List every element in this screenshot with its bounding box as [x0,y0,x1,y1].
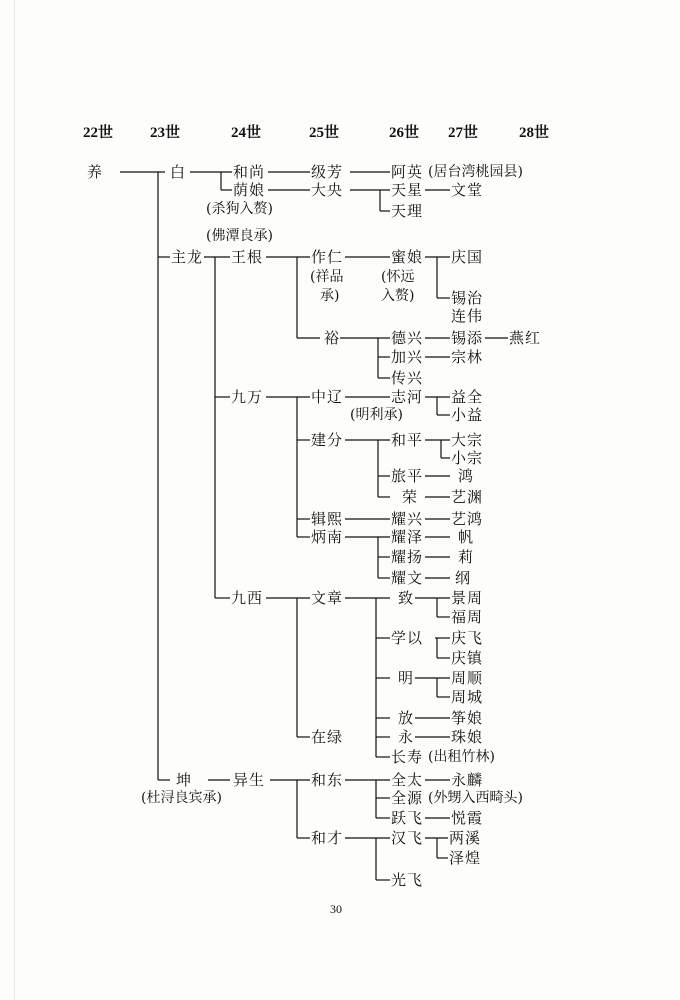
person-qingzhen: 庆镇 [451,649,484,667]
person-zehuang: 泽煌 [449,849,482,867]
person-fang: 放 [398,709,415,727]
gen-25: 25世 [309,125,340,141]
person-li: 莉 [458,548,475,566]
person-zhengniang: 筝娘 [451,709,484,727]
person-hanfei: 汉飞 [391,829,424,847]
person-bai: 白 [170,163,187,181]
person-xueyi: 学以 [391,629,424,647]
person-hedong: 和东 [311,771,344,789]
person-yinniang: 荫娘 [233,181,266,199]
kun-note: (杜浔良宾承) [141,790,222,806]
person-yiyuan: 艺渊 [451,488,484,506]
gen-28: 28世 [519,125,550,141]
yinniang-note: (杀狗入赘) [206,201,273,217]
person-rong: 荣 [402,488,419,506]
quanyuan-note: (外甥入西畸头) [428,790,523,806]
person-jiuwan: 九万 [231,388,264,406]
zhulong-note: (佛潭良承) [206,228,273,244]
person-yong: 永 [398,728,415,746]
person-zuoren: 作仁 [311,248,344,266]
person-qingguo: 庆国 [451,248,484,266]
person-yaoze: 耀泽 [391,528,424,546]
person-fan: 帆 [458,528,475,546]
gen-23: 23世 [150,125,181,141]
person-xitian: 锡添 [451,329,484,347]
person-changshou: 长寿 [391,748,424,766]
person-xiaozong: 小宗 [451,449,484,467]
person-yonglin: 永麟 [451,771,484,789]
person-kun: 坤 [176,771,193,789]
person-dayang: 大央 [311,181,344,199]
person-yisheng: 异生 [233,771,266,789]
miniang-note-1: (怀远 [381,269,415,285]
person-heshang: 和尚 [233,163,266,181]
person-zhoushun: 周顺 [451,669,484,687]
zhihe-note: (明利承) [350,407,403,423]
person-fuzhou: 福周 [451,608,484,626]
person-ming: 明 [398,669,415,687]
person-chuanxing: 传兴 [391,369,424,387]
person-yuexia: 悦霞 [451,809,484,827]
person-yanhong: 燕红 [509,329,542,347]
person-jixi: 辑熙 [311,510,344,528]
person-jingzhou: 景周 [451,589,484,607]
person-yihong: 艺鸿 [451,510,484,528]
person-miniang: 蜜娘 [391,248,424,266]
person-yu: 裕 [324,329,341,347]
person-wanggen: 王根 [231,248,264,266]
zuoren-note-2: 承) [320,288,340,304]
person-wang: 纲 [455,569,472,587]
gen-24: 24世 [231,125,262,141]
person-tianxing: 天星 [391,181,424,199]
person-yaoyang: 耀扬 [391,548,424,566]
gen-27: 27世 [448,125,479,141]
person-lianwei: 连伟 [451,307,484,325]
person-jifang: 级芳 [311,163,344,181]
person-yang: 养 [87,163,104,181]
person-quantai: 全太 [391,771,424,789]
person-yiquan: 益全 [451,388,484,406]
person-zonglin: 宗林 [451,348,484,366]
person-hong: 鸿 [458,467,475,485]
person-aying: 阿英 [391,163,424,181]
person-yuefei: 跃飞 [391,809,424,827]
person-yaoxing: 耀兴 [391,510,424,528]
person-tianli: 天理 [391,202,424,220]
page-number: 30 [330,902,342,916]
person-guangfei: 光飞 [391,871,424,889]
person-zailv: 在绿 [311,728,344,746]
changshou-note: (出租竹林) [428,749,495,765]
person-zhihe: 志河 [391,388,424,406]
miniang-note-2: 入赘) [381,288,415,304]
person-liangxi: 两溪 [449,829,482,847]
person-xizhi: 锡治 [451,289,484,307]
person-yaowen: 耀文 [391,569,424,587]
person-dazong: 大宗 [451,431,484,449]
person-qingfei: 庆飞 [451,629,484,647]
person-jiuxi: 九西 [231,589,264,607]
zuoren-note-1: (祥品 [310,269,344,285]
gen-26: 26世 [389,125,420,141]
person-bingnan: 炳南 [311,528,344,546]
person-zhulong: 主龙 [171,248,204,266]
person-zhuniang: 珠娘 [451,728,484,746]
person-dexing: 德兴 [391,329,424,347]
person-zhi: 致 [398,589,415,607]
gen-22: 22世 [83,125,114,141]
aying-note: (居台湾桃园县) [428,164,523,180]
person-wenzhang: 文章 [311,589,344,607]
person-jianfen: 建分 [311,431,344,449]
person-xiaoyi: 小益 [451,406,484,424]
person-wentang: 文堂 [451,181,484,199]
person-quanyuan: 全源 [391,789,424,807]
person-zhoucheng: 周城 [451,688,484,706]
person-heping: 和平 [391,431,424,449]
person-lvping: 旅平 [391,467,424,485]
person-hecai: 和才 [311,829,344,847]
person-zhongliao: 中辽 [311,388,344,406]
person-jiaxing: 加兴 [391,348,424,366]
